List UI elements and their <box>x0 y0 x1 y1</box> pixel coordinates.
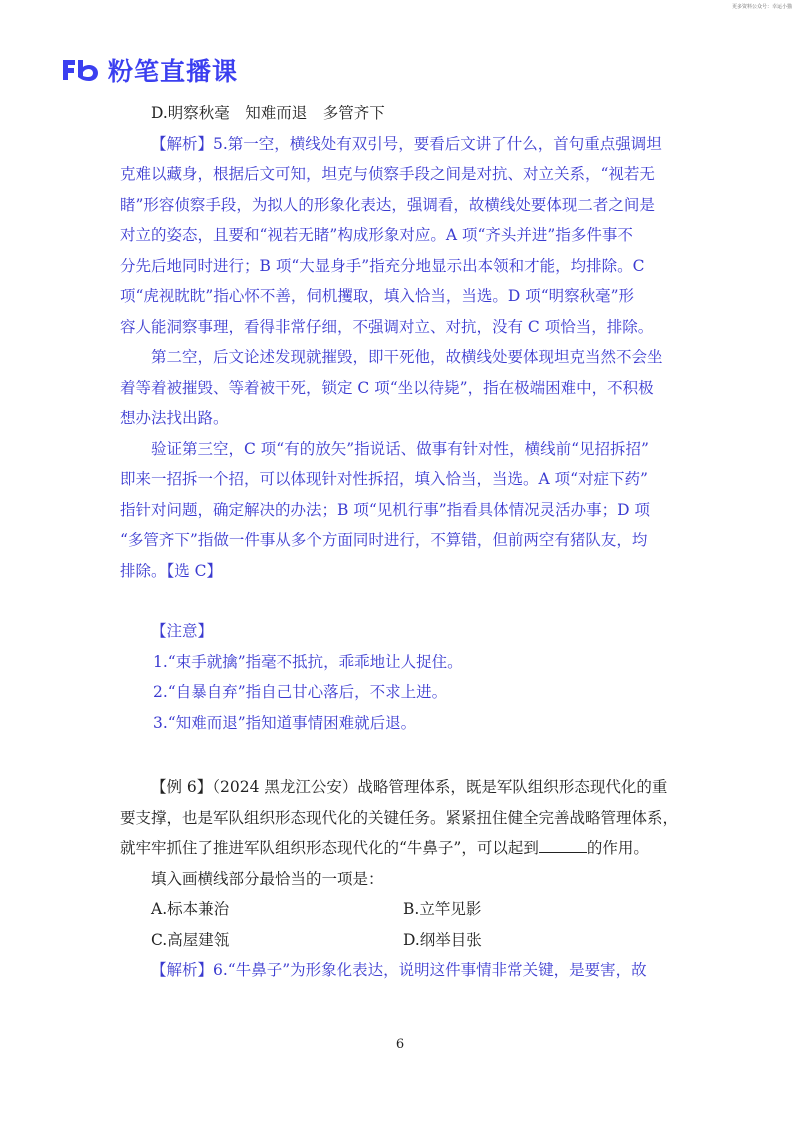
q5-analysis-line: 【解析】5.第一空，横线处有双引号，要看后文讲了什么，首句重点强调坦 <box>151 134 662 153</box>
option-d: D.纲举目张 <box>403 930 482 949</box>
spacer <box>120 738 690 772</box>
q6-stem-text: 就牢牢抓住了推进军队组织形态现代化的“牛鼻子”，可以起到 <box>120 839 539 857</box>
note-title: 【注意】 <box>151 622 214 640</box>
q6-stem-end: 的作用。 <box>586 839 649 857</box>
q5-analysis-line: 分先后地同时进行；B 项“大显身手”指充分地显示出本领和才能，均排除。C <box>120 256 645 275</box>
q5-para3-line: 即来一招拆一个招，可以体现针对性拆招，填入恰当，当选。A 项“对症下药” <box>120 470 648 488</box>
option-a: A.标本兼治 <box>151 900 230 918</box>
q5-analysis-line: 项“虎视眈眈”指心怀不善，伺机攫取，填入恰当，当选。D 项“明察秋毫”形 <box>120 287 635 305</box>
q6-prompt: 填入画横线部分最恰当的一项是： <box>151 869 384 888</box>
brand-name: 粉笔直播课 <box>108 57 239 86</box>
q5-para2-line: 想办法找出路。 <box>120 409 229 427</box>
answer-blank <box>539 838 587 853</box>
q5-analysis-line: 对立的姿态，且要和“视若无睹”构成形象对应。A 项“齐头并进”指多件事不 <box>120 226 633 244</box>
note-item: 1.“束手就擒”指毫不抵抗，乖乖地让人捉住。 <box>153 652 463 671</box>
q5-analysis-line: 容人能洞察事理，看得非常仔细，不强调对立、对抗，没有 C 项恰当，排除。 <box>120 317 654 336</box>
q5-para3-line: 指针对问题，确定解决的办法；B 项“见机行事”指看具体情况灵活办事；D 项 <box>120 500 651 519</box>
q6-options-row <box>120 894 690 925</box>
q5-para3-line: 验证第三空，C 项“有的放矢”指说话、做事有针对性，横线前“见招拆招” <box>151 439 649 458</box>
q6-stem-line: 要支撑，也是军队组织形态现代化的关键任务。紧紧扭住健全完善战略管理体系， <box>120 808 679 827</box>
brand-logo <box>60 52 238 88</box>
page-content <box>120 98 690 986</box>
q5-para3-line: 排除。【选 C】 <box>120 561 223 580</box>
note-item: 2.“自暴自弃”指自己甘心落后，不求上进。 <box>153 683 448 701</box>
page-number: 6 <box>395 1037 405 1052</box>
top-note: 更多资料公众号：幸运小猫 <box>731 4 792 10</box>
q6-options-row <box>120 925 690 956</box>
spacer <box>120 586 690 616</box>
q5-option-d: D.明察秋毫 知难而退 多管齐下 <box>151 104 385 122</box>
q5-para2-line: 第二空，后文论述发现就摧毁，即干死他，故横线处要体现坦克当然不会坐 <box>151 348 663 366</box>
fb-logo-icon <box>60 57 102 83</box>
q5-para2-line: 着等着被摧毁、等着被干死，锁定 C 项“坐以待毙”，指在极端困难中，不积极 <box>120 378 654 397</box>
q6-analysis-line: 【解析】6.“牛鼻子”为形象化表达，说明这件事情非常关键，是要害，故 <box>151 961 647 979</box>
q5-para3-line: “多管齐下”指做一件事从多个方面同时进行，不算错，但前两空有猪队友，均 <box>120 531 648 549</box>
option-b: B.立竿见影 <box>403 900 482 918</box>
note-item: 3.“知难而退”指知道事情困难就后退。 <box>153 713 417 732</box>
q5-analysis-line: 睹”形容侦察手段，为拟人的形象化表达，强调看，故横线处要体现二者之间是 <box>120 195 655 214</box>
option-c: C.高屋建瓴 <box>151 930 230 949</box>
q6-stem-line: 【例 6】（2024 黑龙江公安）战略管理体系，既是军队组织形态现代化的重 <box>151 778 668 796</box>
q6-stem-last-line <box>120 833 690 864</box>
q5-analysis-line: 克难以藏身，根据后文可知，坦克与侦察手段之间是对抗、对立关系，“视若无 <box>120 165 655 183</box>
